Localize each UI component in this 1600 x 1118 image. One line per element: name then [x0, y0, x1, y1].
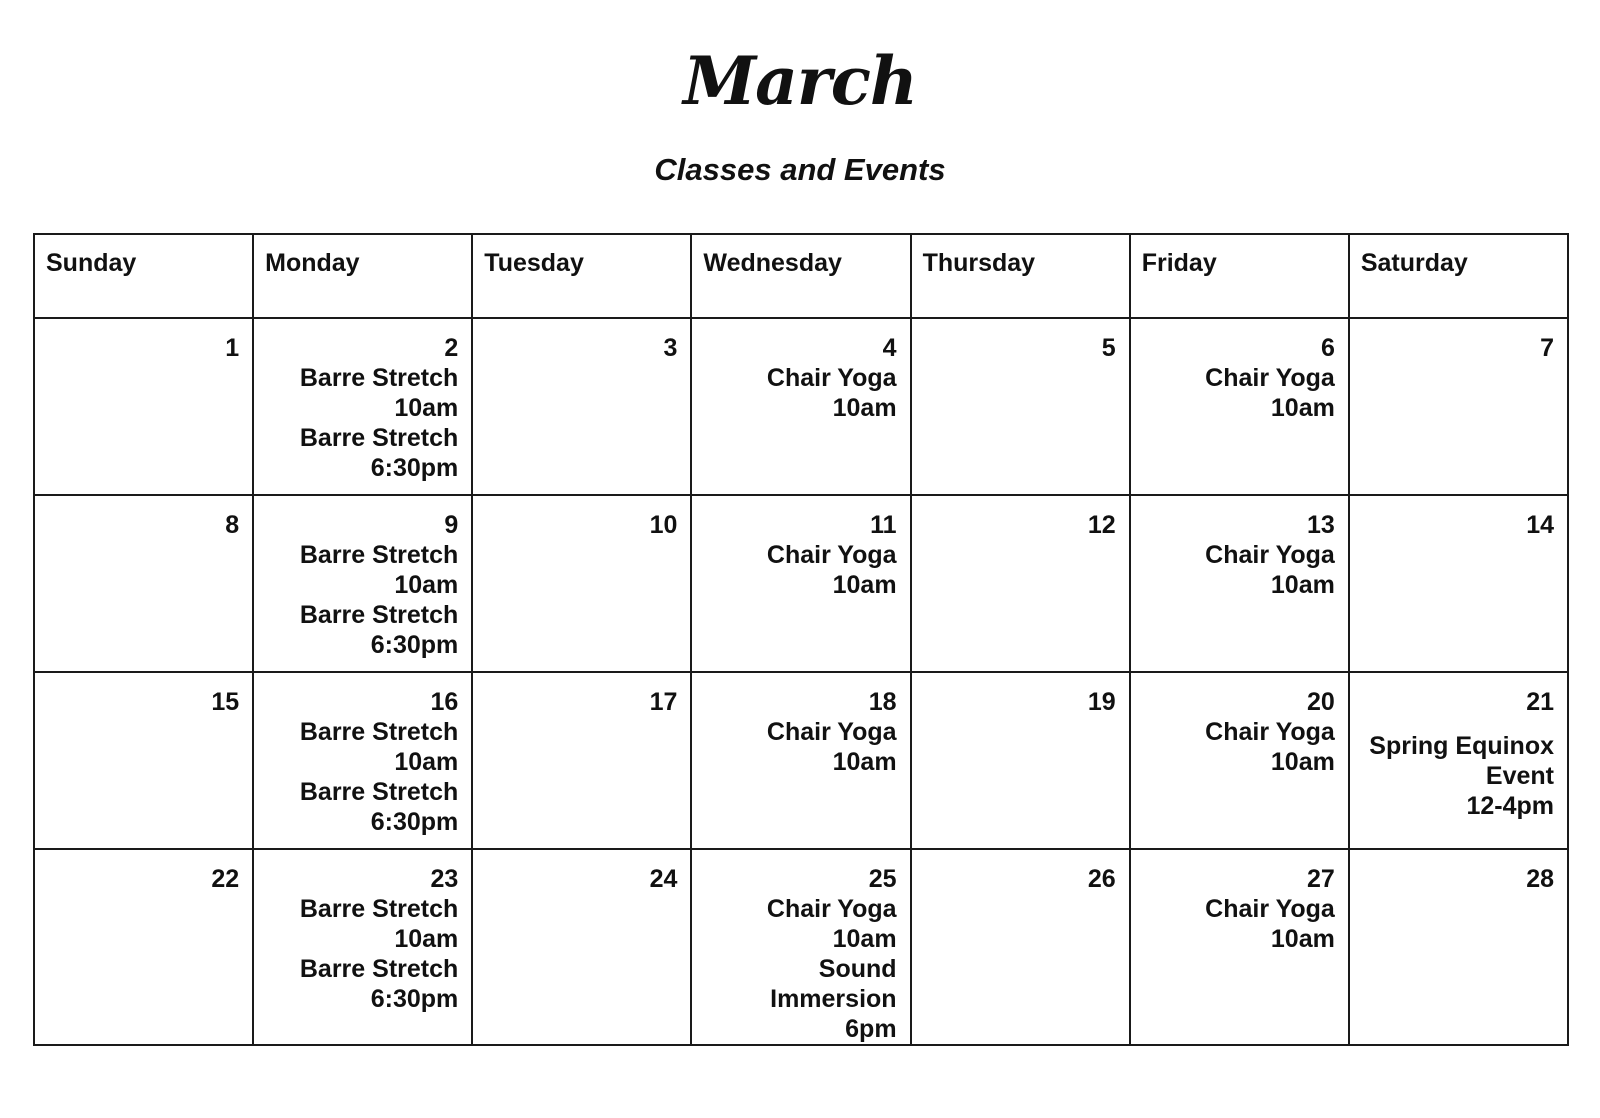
day-cell: [1349, 495, 1568, 672]
day-number: 20: [1307, 688, 1335, 716]
page-title: March: [683, 42, 917, 120]
event-name: Barre Stretch: [299, 778, 459, 806]
day-cell: [34, 495, 253, 672]
day-cell: [1130, 672, 1349, 849]
day-cell: [911, 318, 1130, 495]
day-number: 16: [430, 688, 459, 716]
event-name: Spring Equinox Event: [1369, 732, 1554, 790]
day-number: 22: [211, 865, 240, 893]
day-cell: [253, 318, 472, 495]
day-number: 18: [868, 688, 897, 716]
event-name: Chair Yoga: [766, 364, 897, 392]
event: [262, 600, 458, 660]
weekday-thursday: Thursday: [911, 234, 1130, 318]
day-cell: [911, 849, 1130, 1045]
event-name: Chair Yoga: [1205, 364, 1335, 392]
day-cell: [1130, 495, 1349, 672]
event: [700, 954, 896, 1044]
event: [262, 894, 458, 954]
day-number: 27: [1307, 865, 1335, 893]
page-subtitle: Classes and Events: [654, 152, 946, 187]
day-number: 19: [1087, 688, 1116, 716]
event-time: 10am: [832, 394, 897, 422]
event-name: Chair Yoga: [1205, 895, 1335, 923]
day-number: 4: [882, 334, 897, 362]
event-time: 6pm: [845, 1015, 897, 1043]
day-cell: [34, 318, 253, 495]
event-time: 10am: [1270, 925, 1335, 953]
day-number: 12: [1087, 511, 1116, 539]
event-name: Chair Yoga: [1205, 718, 1335, 746]
day-cell: [911, 672, 1130, 849]
day-number: 26: [1087, 865, 1116, 893]
event-name: Barre Stretch: [299, 541, 459, 569]
event: [1139, 717, 1335, 777]
event-time: 10am: [394, 394, 459, 422]
event: [262, 540, 458, 600]
event: [262, 717, 458, 777]
day-cell: [253, 672, 472, 849]
event-time: 10am: [1270, 394, 1335, 422]
event-name: Chair Yoga: [766, 718, 897, 746]
day-cell: [911, 495, 1130, 672]
day-number: 7: [1540, 334, 1554, 362]
day-cell: [691, 318, 910, 495]
event: [1139, 540, 1335, 600]
day-cell: [1130, 318, 1349, 495]
day-cell: [691, 672, 910, 849]
day-number: 15: [211, 688, 240, 716]
event-time: 6:30pm: [370, 454, 459, 482]
event: [262, 954, 458, 1014]
event-time: 10am: [394, 571, 459, 599]
day-cell: [1349, 318, 1568, 495]
day-number: 28: [1526, 865, 1554, 893]
day-cell: [472, 849, 691, 1045]
day-cell: [691, 849, 910, 1045]
day-number: 5: [1101, 334, 1116, 362]
day-number: 24: [649, 865, 678, 893]
day-number: 8: [225, 511, 240, 539]
day-cell: [691, 495, 910, 672]
event: [1139, 894, 1335, 954]
day-cell: [253, 495, 472, 672]
day-number: 21: [1526, 688, 1554, 716]
event-name: Barre Stretch: [299, 718, 459, 746]
event-name: Chair Yoga: [766, 895, 897, 923]
week-row: [34, 495, 1568, 672]
event-time: 6:30pm: [370, 808, 459, 836]
weekday-friday: Friday: [1130, 234, 1349, 318]
day-number: 2: [444, 334, 459, 362]
weekday-tuesday: Tuesday: [472, 234, 691, 318]
event-name: Sound Immersion: [770, 955, 897, 1013]
event-time: 10am: [394, 925, 459, 953]
weekday-sunday: Sunday: [34, 234, 253, 318]
event: [262, 363, 458, 423]
event: [1139, 363, 1335, 423]
event-time: 10am: [1270, 748, 1335, 776]
day-cell: [1130, 849, 1349, 1045]
event-name: Barre Stretch: [299, 364, 459, 392]
event: [262, 423, 458, 483]
day-number: 9: [444, 511, 459, 539]
day-number: 17: [649, 688, 678, 716]
day-cell: [472, 318, 691, 495]
day-cell: [1349, 849, 1568, 1045]
event: [700, 540, 896, 600]
event-name: Chair Yoga: [1205, 541, 1335, 569]
day-number: 6: [1320, 334, 1335, 362]
week-row: [34, 849, 1568, 1045]
event: [700, 363, 896, 423]
event-name: Barre Stretch: [299, 895, 459, 923]
day-cell: [34, 672, 253, 849]
event-time: 12-4pm: [1466, 792, 1554, 820]
day-number: 11: [870, 511, 897, 539]
day-number: 13: [1307, 511, 1335, 539]
event-name: Chair Yoga: [766, 541, 897, 569]
event: [700, 717, 896, 777]
day-number: 23: [430, 865, 459, 893]
week-row: [34, 672, 1568, 849]
weekday-monday: Monday: [253, 234, 472, 318]
day-number: 14: [1526, 511, 1554, 539]
day-cell: [472, 672, 691, 849]
event-time: 6:30pm: [370, 985, 459, 1013]
day-number: 1: [225, 334, 240, 362]
event-time: 6:30pm: [370, 631, 459, 659]
event-time: 10am: [832, 925, 897, 953]
calendar-grid: [33, 233, 1569, 1046]
event-time: 10am: [1270, 571, 1335, 599]
event: [700, 894, 896, 954]
day-number: 25: [868, 865, 897, 893]
day-cell: [1349, 672, 1568, 849]
event: [262, 777, 458, 837]
day-number: 3: [663, 334, 678, 362]
week-row: [34, 318, 1568, 495]
event-name: Barre Stretch: [299, 424, 459, 452]
day-cell: [34, 849, 253, 1045]
event: [1358, 731, 1554, 821]
day-cell: [253, 849, 472, 1045]
event-name: Barre Stretch: [299, 955, 459, 983]
event-name: Barre Stretch: [299, 601, 459, 629]
weekday-wednesday: Wednesday: [691, 234, 910, 318]
event-time: 10am: [832, 571, 897, 599]
day-number: 10: [649, 511, 678, 539]
event-time: 10am: [394, 748, 459, 776]
weekday-header-row: [34, 234, 1568, 318]
weekday-saturday: Saturday: [1349, 234, 1568, 318]
day-cell: [472, 495, 691, 672]
event-time: 10am: [832, 748, 897, 776]
